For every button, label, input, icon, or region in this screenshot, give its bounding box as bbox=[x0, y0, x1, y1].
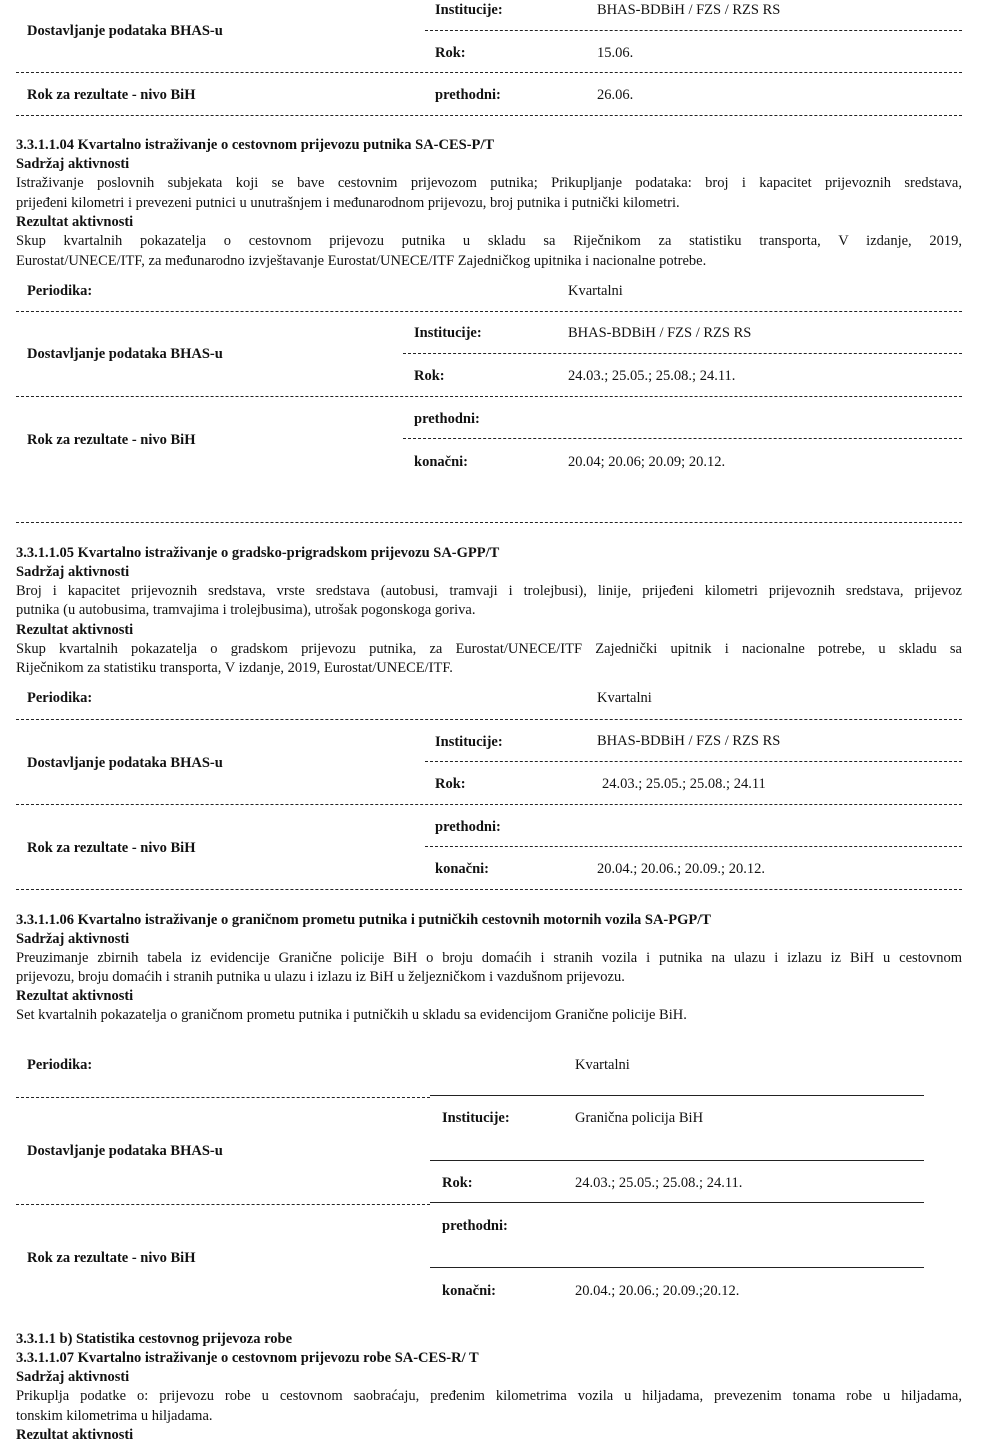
rok-value: 24.03.; 25.05.; 25.08.; 24.11 bbox=[602, 776, 766, 792]
divider bbox=[16, 115, 962, 116]
rezultat-line-1: Set kvartalnih pokazatelja o graničnom prometu putnika i putničkih u skladu sa evidencijom Granične policije BiH. bbox=[16, 1007, 687, 1023]
sadrzaj-line-2: putnika (u autobusima, tramvajima i trolejbusima), utrošak pogonskoga goriva. bbox=[16, 602, 476, 618]
institucije-label: Institucije: bbox=[442, 1110, 510, 1126]
prethodni-label: prethodni: bbox=[435, 819, 501, 835]
divider bbox=[403, 438, 962, 439]
periodika-value: Kvartalni bbox=[575, 1057, 630, 1073]
dostavljanje-label: Dostavljanje podataka BHAS-u bbox=[27, 755, 223, 771]
section-title: 3.3.1.1.04 Kvartalno istraživanje o cestovnom prijevozu putnika SA-CES-P/T bbox=[16, 137, 495, 153]
rok-rezultate-label: Rok za rezultate - nivo BiH bbox=[27, 1250, 196, 1266]
rezultat-heading: Rezultat aktivnosti bbox=[16, 214, 134, 230]
periodika-value: Kvartalni bbox=[568, 283, 623, 299]
rezultat-line-2: Eurostat/UNECE/ITF, za međunarodno izvještavanje Eurostat/UNECE/ITF Zajedničkog upitnika i nacionalne potrebe. bbox=[16, 253, 707, 269]
divider bbox=[16, 889, 962, 890]
rok-label: Rok: bbox=[435, 776, 466, 792]
prethodni-label: prethodni: bbox=[414, 411, 480, 427]
divider bbox=[16, 396, 962, 397]
sadrzaj-line-2: prijevozu, broju domaćih i stranih putnika u ulazu i izlazu iz BiH u željezničkom i vazdušnom prijevozu. bbox=[16, 969, 625, 985]
rezultat-line-2: Riječnikom za statistiku transporta, V izdanje, 2019, Eurostat/UNECE/ITF. bbox=[16, 660, 453, 676]
dostavljanje-label: Dostavljanje podataka BHAS-u bbox=[27, 23, 223, 39]
periodika-label: Periodika: bbox=[27, 690, 93, 706]
sadrzaj-line-1: Prikuplja podatke o: prijevozu robe u cestovnom saobraćaju, pređenim kilometrima vozila u hiljadama, prevezenim tonama robe u hiljadama, bbox=[16, 1388, 962, 1404]
divider bbox=[16, 522, 962, 523]
periodika-label: Periodika: bbox=[27, 1057, 93, 1073]
konacni-label: konačni: bbox=[414, 454, 468, 470]
subsection-heading: 3.3.1.1 b) Statistika cestovnog prijevoza robe bbox=[16, 1331, 293, 1347]
institucije-value: BHAS-BDBiH / FZS / RZS RS bbox=[597, 733, 781, 749]
sadrzaj-heading: Sadržaj aktivnosti bbox=[16, 1369, 130, 1385]
rezultat-heading: Rezultat aktivnosti bbox=[16, 622, 134, 638]
rok-rezultate-label: Rok za rezultate - nivo BiH bbox=[27, 87, 196, 103]
divider bbox=[403, 353, 962, 354]
sadrzaj-line-1: Preuzimanje zbirnih tabela iz evidencije Granične policije BiH o broju domaćih i stranih vozila i putnika na ulazu i izlazu iz BiH u cestovnom bbox=[16, 950, 962, 966]
rok-rezultate-label: Rok za rezultate - nivo BiH bbox=[27, 840, 196, 856]
dostavljanje-label: Dostavljanje podataka BHAS-u bbox=[27, 1143, 223, 1159]
rezultat-heading: Rezultat aktivnosti bbox=[16, 1427, 134, 1443]
sadrzaj-line-1: Broj i kapacitet prijevoznih sredstava, vrste sredstava (autobusi, tramvaji i trolejbusi), linije, prijeđeni kilometri prijevoznih sredstava, prijevoz bbox=[16, 583, 962, 599]
divider bbox=[425, 761, 962, 762]
divider bbox=[16, 804, 962, 805]
divider bbox=[425, 846, 962, 847]
section-title: 3.3.1.1.05 Kvartalno istraživanje o gradsko-prigradskom prijevozu SA-GPP/T bbox=[16, 545, 500, 561]
institucije-value: BHAS-BDBiH / FZS / RZS RS bbox=[597, 2, 781, 18]
konacni-value: 20.04.; 20.06.; 20.09.; 20.12. bbox=[597, 861, 765, 877]
prethodni-label: prethodni: bbox=[442, 1218, 508, 1234]
konacni-value: 20.04; 20.06; 20.09; 20.12. bbox=[568, 454, 726, 470]
rok-label: Rok: bbox=[435, 45, 466, 61]
sadrzaj-heading: Sadržaj aktivnosti bbox=[16, 931, 130, 947]
divider bbox=[425, 30, 962, 31]
rezultat-line-1: Skup kvartalnih pokazatelja o gradskom prijevozu putnika, za Eurostat/UNECE/ITF Zajednički upitnik i nacionalne potrebe, u skladu sa bbox=[16, 641, 962, 657]
rok-label: Rok: bbox=[414, 368, 445, 384]
konacni-label: konačni: bbox=[442, 1283, 496, 1299]
prethodni-label: prethodni: bbox=[435, 87, 501, 103]
divider bbox=[430, 1202, 924, 1203]
divider bbox=[16, 1097, 430, 1098]
sadrzaj-heading: Sadržaj aktivnosti bbox=[16, 156, 130, 172]
institucije-label: Institucije: bbox=[414, 325, 482, 341]
divider bbox=[16, 311, 962, 312]
divider bbox=[16, 72, 962, 73]
rezultat-heading: Rezultat aktivnosti bbox=[16, 988, 134, 1004]
rok-value: 24.03.; 25.05.; 25.08.; 24.11. bbox=[575, 1175, 743, 1191]
rezultat-line-1: Skup kvartalnih pokazatelja o cestovnom prijevozu putnika u skladu sa Riječnikom za statistiku transporta, V izdanje, 2019, bbox=[16, 233, 962, 249]
prethodni-value: 26.06. bbox=[597, 87, 634, 103]
rok-label: Rok: bbox=[442, 1175, 473, 1191]
section-title: 3.3.1.1.06 Kvartalno istraživanje o graničnom prometu putnika i putničkih cestovnih motornih vozila SA-PGP/T bbox=[16, 912, 711, 928]
divider bbox=[430, 1095, 924, 1096]
rok-rezultate-label: Rok za rezultate - nivo BiH bbox=[27, 432, 196, 448]
konacni-value: 20.04.; 20.06.; 20.09.;20.12. bbox=[575, 1283, 740, 1299]
sadrzaj-line-2: tonskim kilometrima u hiljadama. bbox=[16, 1408, 213, 1424]
divider bbox=[16, 1204, 430, 1205]
institucije-label: Institucije: bbox=[435, 734, 503, 750]
sadrzaj-line-2: prijeđeni kilometri i prevezeni putnici u unutrašnjem i međunarodnom prijevozu, broj putnika i putnički kilometri. bbox=[16, 195, 680, 211]
dostavljanje-label: Dostavljanje podataka BHAS-u bbox=[27, 346, 223, 362]
section-title: 3.3.1.1.07 Kvartalno istraživanje o cestovnom prijevozu robe SA-CES-R/ T bbox=[16, 1350, 479, 1366]
sadrzaj-line-1: Istraživanje poslovnih subjekata koji se bave cestovnim prijevozom putnika; Prikupljanje podataka: broj i kapacitet prijevoznih sredstava, bbox=[16, 175, 962, 191]
periodika-label: Periodika: bbox=[27, 283, 93, 299]
institucije-value: Granična policija BiH bbox=[575, 1110, 704, 1126]
rok-value: 24.03.; 25.05.; 25.08.; 24.11. bbox=[568, 368, 736, 384]
rok-value: 15.06. bbox=[597, 45, 634, 61]
konacni-label: konačni: bbox=[435, 861, 489, 877]
sadrzaj-heading: Sadržaj aktivnosti bbox=[16, 564, 130, 580]
institucije-label: Institucije: bbox=[435, 2, 503, 18]
divider bbox=[16, 719, 962, 720]
divider bbox=[430, 1267, 924, 1268]
institucije-value: BHAS-BDBiH / FZS / RZS RS bbox=[568, 325, 752, 341]
periodika-value: Kvartalni bbox=[597, 690, 652, 706]
divider bbox=[430, 1160, 924, 1161]
